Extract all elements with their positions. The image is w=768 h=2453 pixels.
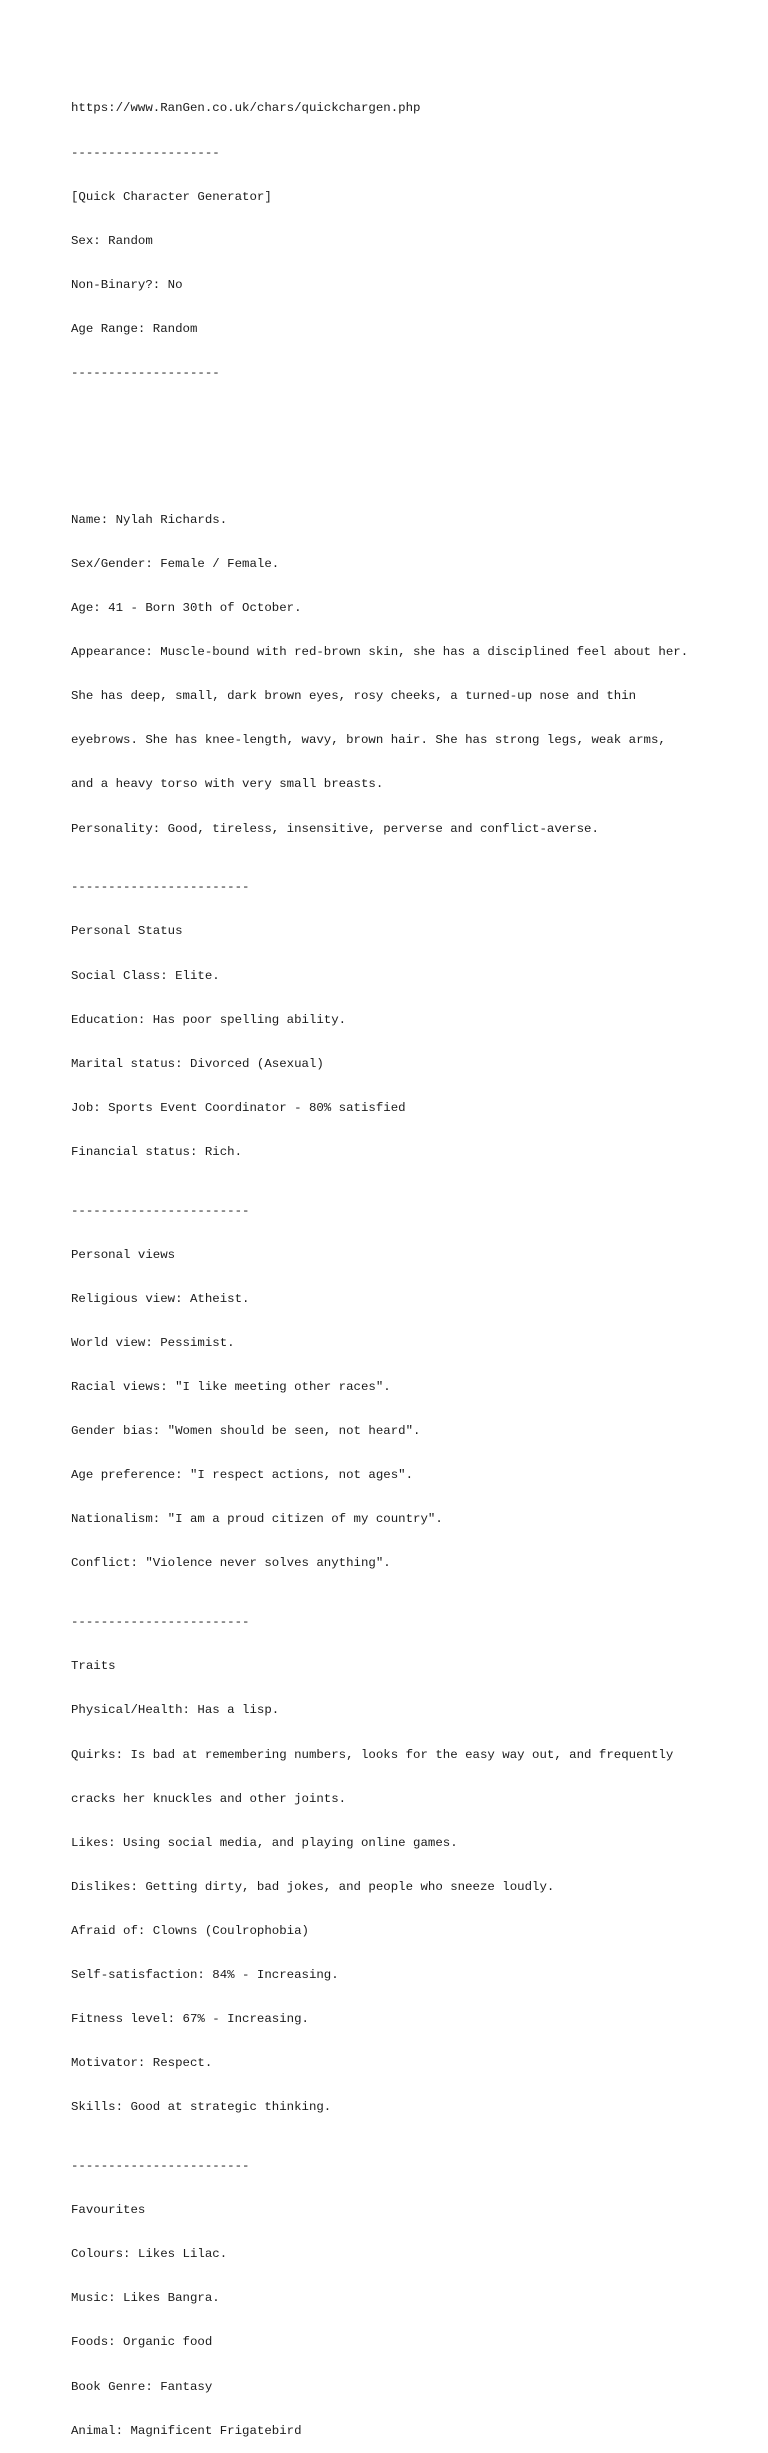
character-appearance-line: and a heavy torso with very small breasts. [71, 777, 384, 792]
section-divider: ------------------------ [71, 2159, 250, 2174]
traits-line: Skills: Good at strategic thinking. [71, 2100, 332, 2115]
section-divider: ------------------------ [71, 1615, 250, 1630]
setting-sex: Sex: Random [71, 233, 153, 248]
generator-title: [Quick Character Generator] [71, 189, 272, 204]
traits-line: Likes: Using social media, and playing online games. [71, 1835, 458, 1850]
personal-views-line: Conflict: "Violence never solves anything". [71, 1556, 391, 1571]
personal-status-line: Social Class: Elite. [71, 968, 220, 983]
character-appearance-line: She has deep, small, dark brown eyes, rosy cheeks, a turned-up nose and thin [71, 689, 637, 704]
personal-views-line: Nationalism: "I am a proud citizen of my country". [71, 1512, 443, 1527]
traits-line: Self-satisfaction: 84% - Increasing. [71, 1967, 339, 1982]
personal-status-heading: Personal Status [71, 924, 183, 939]
personal-views-line: World view: Pessimist. [71, 1335, 235, 1350]
personal-views-line: Gender bias: "Women should be seen, not heard". [71, 1424, 421, 1439]
section-divider: ------------------------ [71, 1203, 250, 1218]
header-divider: -------------------- [71, 145, 220, 160]
traits-line: Dislikes: Getting dirty, bad jokes, and people who sneeze loudly. [71, 1879, 555, 1894]
favourites-line: Book Genre: Fantasy [71, 2379, 213, 2394]
personal-views-line: Racial views: "I like meeting other races". [71, 1380, 391, 1395]
personal-views-line: Age preference: "I respect actions, not ages". [71, 1468, 414, 1483]
character-sex-gender: Sex/Gender: Female / Female. [71, 556, 280, 571]
favourites-line: Animal: Magnificent Frigatebird [71, 2423, 302, 2438]
source-url: https://www.RanGen.co.uk/chars/quickchargen.php [71, 101, 421, 116]
traits-line: Afraid of: Clowns (Coulrophobia) [71, 1923, 309, 1938]
character-appearance-line: Appearance: Muscle-bound with red-brown skin, she has a disciplined feel about her. [71, 645, 689, 660]
section-divider: ------------------------ [71, 880, 250, 895]
traits-line: Fitness level: 67% - Increasing. [71, 2012, 309, 2027]
character-name: Name: Nylah Richards. [71, 512, 228, 527]
personal-views-heading: Personal views [71, 1247, 176, 1262]
setting-age-range: Age Range: Random [71, 321, 198, 336]
personal-status-line: Education: Has poor spelling ability. [71, 1012, 347, 1027]
favourites-line: Colours: Likes Lilac. [71, 2247, 228, 2262]
personal-status-line: Job: Sports Event Coordinator - 80% satisfied [71, 1100, 406, 1115]
character-appearance-line: eyebrows. She has knee-length, wavy, brown hair. She has strong legs, weak arms, [71, 733, 666, 748]
personal-views-line: Religious view: Atheist. [71, 1291, 250, 1306]
traits-line: Physical/Health: Has a lisp. [71, 1703, 280, 1718]
character-age: Age: 41 - Born 30th of October. [71, 601, 302, 616]
header-divider-end: -------------------- [71, 365, 220, 380]
personal-status-line: Marital status: Divorced (Asexual) [71, 1056, 324, 1071]
favourites-heading: Favourites [71, 2203, 146, 2218]
traits-line: cracks her knuckles and other joints. [71, 1791, 347, 1806]
favourites-line: Music: Likes Bangra. [71, 2291, 220, 2306]
character-personality: Personality: Good, tireless, insensitive, perverse and conflict-averse. [71, 821, 599, 836]
personal-status-line: Financial status: Rich. [71, 1144, 243, 1159]
traits-line: Quirks: Is bad at remembering numbers, looks for the easy way out, and frequently [71, 1747, 674, 1762]
document-page [71, 72, 761, 2453]
setting-non-binary: Non-Binary?: No [71, 277, 183, 292]
spacer [71, 425, 761, 469]
favourites-line: Foods: Organic food [71, 2335, 213, 2350]
traits-heading: Traits [71, 1659, 116, 1674]
traits-line: Motivator: Respect. [71, 2056, 213, 2071]
